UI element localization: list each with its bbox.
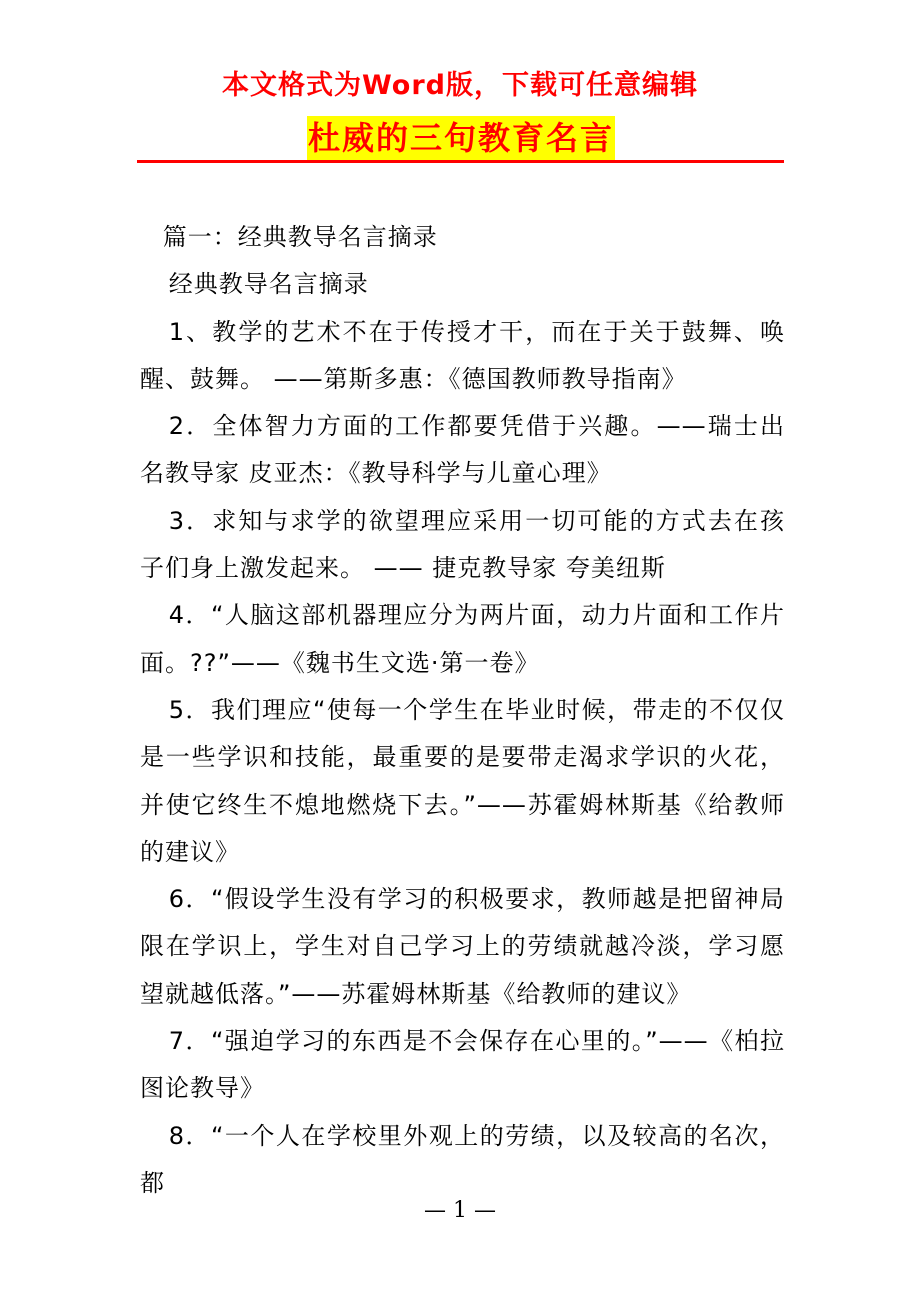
document-body — [140, 214, 785, 1207]
document-title: 杜威的三句教育名言 — [307, 116, 615, 160]
section-heading: 篇一：经典教导名言摘录 — [162, 223, 438, 251]
quote-paragraph-8: 8．“一个人在学校里外观上的劳绩，以及较高的名次，都 — [140, 1121, 785, 1197]
quote-paragraph-1: 1、教学的艺术不在于传授才干，而在于关于鼓舞、唤醒、鼓舞。 ——第斯多惠：《德国教师教导指南》 — [140, 317, 785, 393]
quote-paragraph-3: 3．求知与求学的欲望理应采用一切可能的方式去在孩子们身上激发起来。 —— 捷克教导家 夸美纽斯 — [140, 506, 785, 583]
quote-paragraph-7: 7．“强迫学习的东西是不会保存在心里的。”——《柏拉图论教导》 — [140, 1027, 785, 1103]
format-note: 本文格式为Word版，下载可任意编辑 — [221, 70, 698, 101]
quote-paragraph-6: 6．“假设学生没有学习的积极要求，教师越是把留神局限在学识上，学生对自己学习上的劳绩就越冷淡，学习愿望就越低落。”——苏霍姆林斯基《给教师的建议》 — [140, 885, 785, 1008]
page-number: — 1 — — [424, 1198, 496, 1223]
quote-paragraph-5: 5．我们理应“使每一个学生在毕业时候，带走的不仅仅是一些学识和技能，最重要的是要带走渴求学识的火花，并使它终生不熄地燃烧下去。”——苏霍姆林斯基《给教师的建议》 — [140, 695, 785, 866]
title-divider — [137, 160, 784, 163]
quote-paragraph-2: 2．全体智力方面的工作都要凭借于兴趣。——瑞士出名教导家 皮亚杰：《教导科学与儿童心理》 — [140, 412, 785, 488]
subheading: 经典教导名言摘录 — [168, 270, 369, 299]
quote-paragraph-4: 4．“人脑这部机器理应分为两片面，动力片面和工作片面。??”——《魏书生文选·第一卷》 — [140, 601, 785, 677]
